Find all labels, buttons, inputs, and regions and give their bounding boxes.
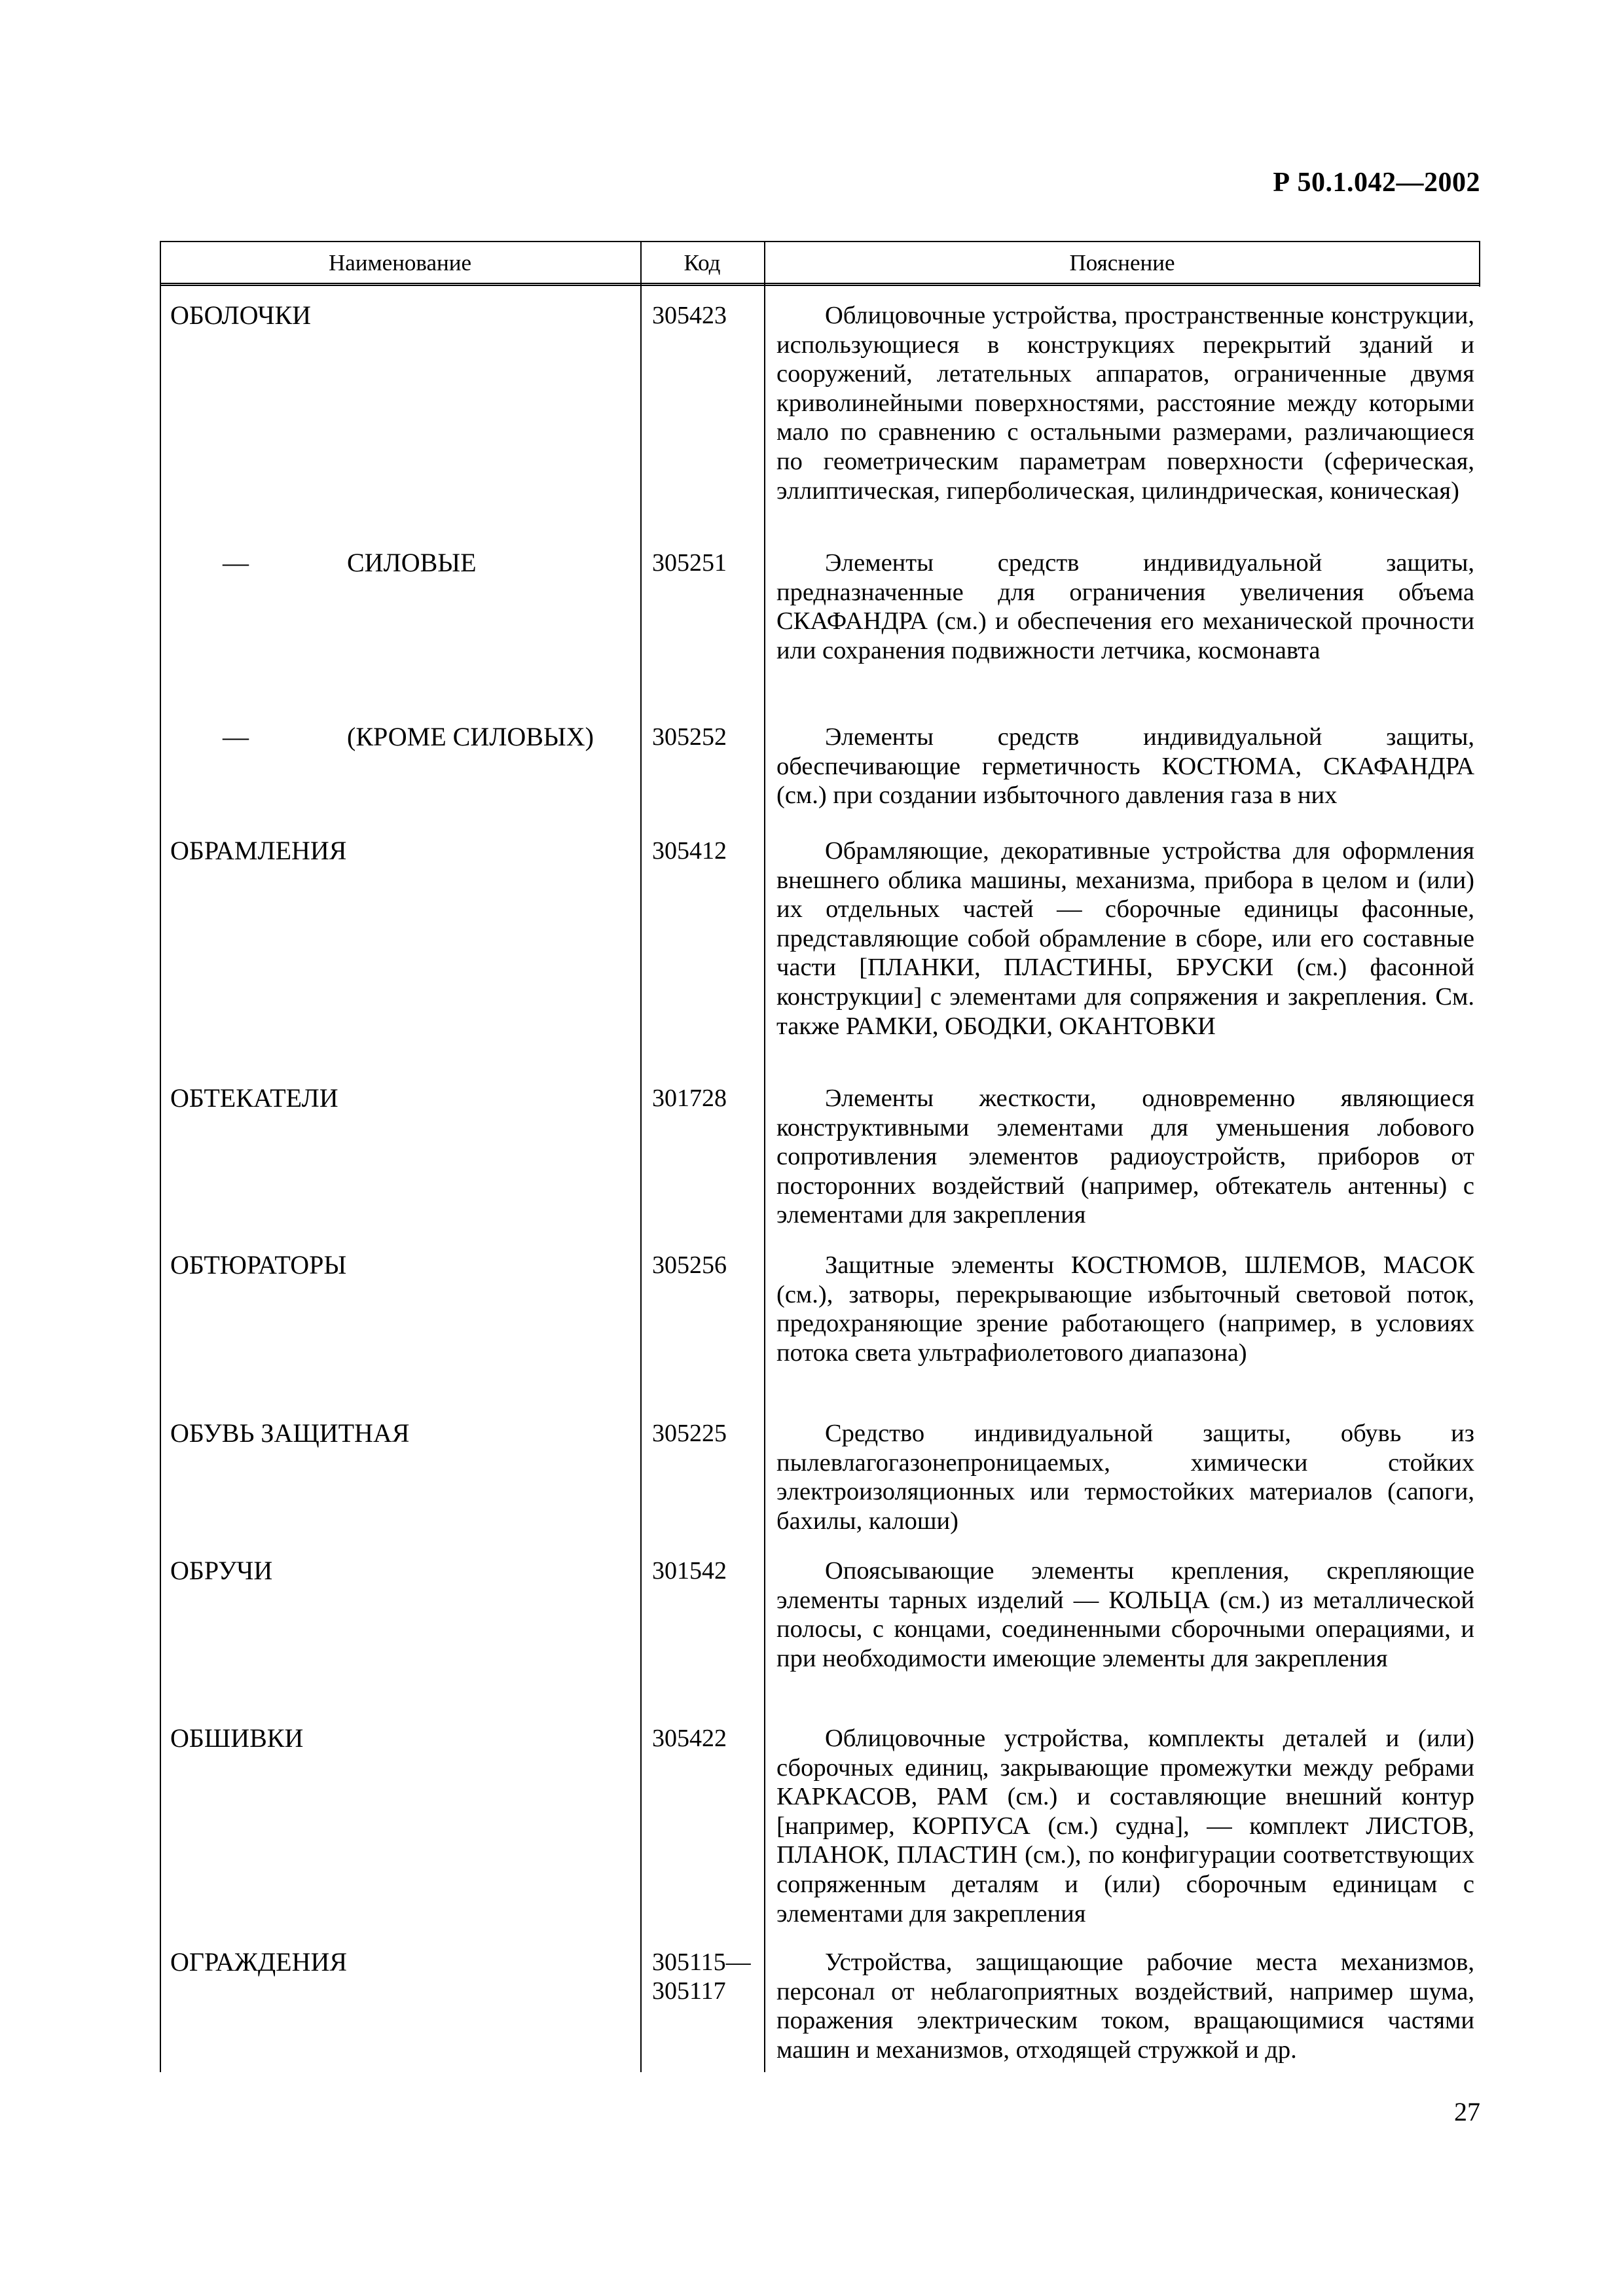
term-code: 301542 <box>652 1557 727 1585</box>
subterm-dash: — <box>223 548 249 577</box>
subterm-label: (КРОМЕ СИЛОВЫХ) <box>347 722 594 751</box>
terms-table <box>160 241 1480 2072</box>
term-description: Обрамляющие, декоративные устройства для оформления внешнего облика машины, механизма, прибора в целом и (или) их отдельных частей — сборочные единицы фасонные, представляющие собой обрамление в сборе, или его составные части [ПЛАНКИ, ПЛАСТИНЫ, БРУСКИ (см.) фасонной конструкции] с элементами для сопряжения и закрепления. См. также РАМКИ, ОБОДКИ, ОКАНТОВКИ <box>776 837 1474 1040</box>
term-name: ОБРАМЛЕНИЯ <box>170 836 347 865</box>
term-description: Средство индивидуальной защиты, обувь из пылевлагогазонепроницаемых, химически стойких электроизоляционных или термостойких материалов (сапоги, бахилы, калоши) <box>776 1420 1474 1535</box>
term-description: Элементы средств индивидуальной защиты, обеспечивающие герметичность КОСТЮМА, СКАФАНДРА (см.) при создании избыточного давления газа в них <box>776 723 1474 810</box>
column-header-description: Пояснение <box>1069 250 1175 276</box>
term-name: ОБТЮРАТОРЫ <box>170 1250 347 1280</box>
term-description: Элементы средств индивидуальной защиты, предназначенные для ограничения увеличения объема СКАФАНДРА (см.) и обеспечения его механической прочности или сохранения подвижности летчика, космонавта <box>776 549 1474 664</box>
term-name: ОБТЕКАТЕЛИ <box>170 1083 338 1113</box>
term-description: Защитные элементы КОСТЮМОВ, ШЛЕМОВ, МАСОК (см.), затворы, перекрывающие избыточный световой поток, предохраняющие зрение работающего (например, в условиях потока света ультрафиолетового диапазона) <box>776 1251 1474 1367</box>
term-description: Облицовочные устройства, комплекты деталей и (или) сборочных единиц, закрывающие промежутки между ребрами КАРКАСОВ, РАМ (см.) и составляющие внешний контур [например, КОРПУСА (см.) судна], — комплект ЛИСТОВ, ПЛАНОК, ПЛАСТИН (см.), по конфигурации соответствующих сопряженным деталям и (или) сборочным единицам с элементами для закрепления <box>776 1725 1474 1928</box>
term-name: ОБОЛОЧКИ <box>170 300 312 330</box>
term-name: ОБУВЬ ЗАЩИТНАЯ <box>170 1418 410 1448</box>
term-description: Элементы жесткости, одновременно являющиеся конструктивными элементами для уменьшения лобового сопротивления элементов радиоустройств, приборов от посторонних воздействий (например, обтекатель антенны) с элементами для закрепления <box>776 1085 1474 1229</box>
column-header-code: Код <box>684 250 721 276</box>
term-name: ОБРУЧИ <box>170 1556 273 1585</box>
term-description: Устройства, защищающие рабочие места механизмов, персонал от неблагоприятных воздействий, например шума, поражения электрическим током, вращающимися частями машин и механизмов, отходящей стружкой и др. <box>776 1948 1474 2064</box>
term-code: 301728 <box>652 1085 727 1112</box>
table-top-border <box>160 241 1480 242</box>
column-header-name: Наименование <box>328 250 472 276</box>
column-divider-name-code <box>640 241 642 2072</box>
term-code: 305251 <box>652 549 727 577</box>
column-divider-code-desc <box>764 241 765 2072</box>
subterm-label: СИЛОВЫЕ <box>347 548 477 577</box>
subterm-dash: — <box>223 722 249 751</box>
term-code: 305115— 305117 <box>652 1948 751 2005</box>
table-header-separator <box>160 283 1480 286</box>
term-name: ОБШИВКИ <box>170 1723 304 1753</box>
term-code: 305423 <box>652 302 727 329</box>
term-description: Облицовочные устройства, пространственные конструкции, использующиеся в конструкциях перекрытий зданий и сооружений, летательных аппаратов, ограниченные двумя криволинейными поверхностями, расстояние между которыми мало по сравнению с остальными размерами, различающиеся по геометрическим параметрам поверхности (сферическая, эллиптическая, гиперболическая, цилиндрическая, коническая) <box>776 302 1474 505</box>
term-code: 305422 <box>652 1725 727 1752</box>
term-name: ОГРАЖДЕНИЯ <box>170 1947 348 1977</box>
term-code: 305412 <box>652 837 727 865</box>
page-number: 27 <box>1454 2097 1480 2126</box>
table-left-border <box>160 241 161 2072</box>
term-code: 305256 <box>652 1251 727 1279</box>
term-code: 305252 <box>652 723 727 751</box>
term-code: 305225 <box>652 1420 727 1447</box>
term-description: Опоясывающие элементы крепления, скрепляющие элементы тарных изделий — КОЛЬЦА (см.) из металлической полосы, с концами, соединенными сборочными операциями, и при необходимости имеющие элементы для закрепления <box>776 1557 1474 1672</box>
document-id: Р 50.1.042—2002 <box>1273 168 1480 198</box>
